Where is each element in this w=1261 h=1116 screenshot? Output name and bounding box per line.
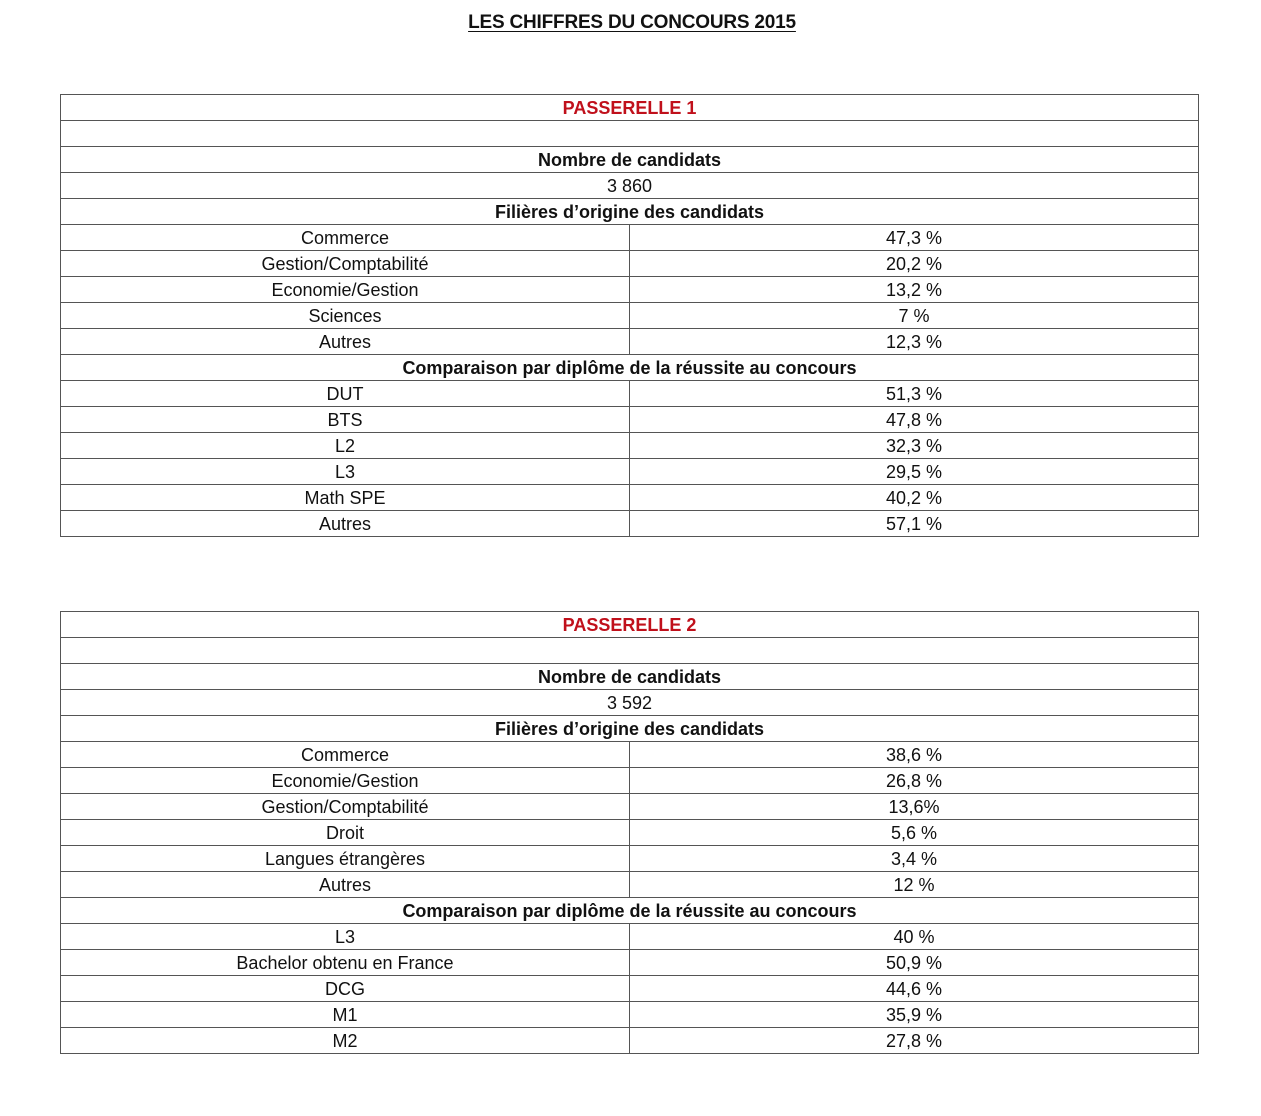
passerelle-title-row (61, 95, 1199, 121)
row-label: Sciences (61, 303, 630, 329)
row-value: 3,4 % (630, 846, 1199, 872)
row-value: 40,2 % (630, 485, 1199, 511)
row-value: 50,9 % (630, 950, 1199, 976)
row-value: 27,8 % (630, 1028, 1199, 1054)
origin-row (61, 225, 1199, 251)
row-label: M1 (61, 1002, 630, 1028)
row-value: 20,2 % (630, 251, 1199, 277)
candidates-heading-row (61, 664, 1199, 690)
document-title: LES CHIFFRES DU CONCOURS 2015 (468, 12, 796, 33)
comparison-heading-row (61, 898, 1199, 924)
candidates-heading-row (61, 147, 1199, 173)
row-label: Gestion/Comptabilité (61, 251, 630, 277)
row-value: 12,3 % (630, 329, 1199, 355)
row-value: 5,6 % (630, 820, 1199, 846)
origin-heading-row (61, 199, 1199, 225)
candidates-heading: Nombre de candidats (61, 664, 1199, 690)
row-value: 47,8 % (630, 407, 1199, 433)
table-body (61, 612, 1199, 1054)
candidates-heading: Nombre de candidats (61, 147, 1199, 173)
row-label: Gestion/Comptabilité (61, 794, 630, 820)
origin-row (61, 329, 1199, 355)
row-value: 7 % (630, 303, 1199, 329)
comparison-row (61, 485, 1199, 511)
row-label: Commerce (61, 742, 630, 768)
passerelle-1-table (60, 94, 1199, 537)
row-label: DUT (61, 381, 630, 407)
passerelle-title: PASSERELLE 1 (61, 95, 1199, 121)
row-value: 57,1 % (630, 511, 1199, 537)
row-label: L2 (61, 433, 630, 459)
comparison-row (61, 1028, 1199, 1054)
candidates-count: 3 860 (61, 173, 1199, 199)
row-value: 44,6 % (630, 976, 1199, 1002)
comparison-row (61, 1002, 1199, 1028)
row-label: Droit (61, 820, 630, 846)
origin-heading: Filières d’origine des candidats (61, 716, 1199, 742)
comparison-row (61, 511, 1199, 537)
empty-spacer (61, 638, 1199, 664)
row-label: Autres (61, 872, 630, 898)
row-value: 26,8 % (630, 768, 1199, 794)
row-label: Economie/Gestion (61, 768, 630, 794)
row-value: 47,3 % (630, 225, 1199, 251)
comparison-heading-row (61, 355, 1199, 381)
empty-spacer-row (61, 121, 1199, 147)
empty-spacer-row (61, 638, 1199, 664)
row-value: 32,3 % (630, 433, 1199, 459)
row-label: Commerce (61, 225, 630, 251)
comparison-row (61, 976, 1199, 1002)
origin-heading-row (61, 716, 1199, 742)
origin-heading: Filières d’origine des candidats (61, 199, 1199, 225)
row-label: Economie/Gestion (61, 277, 630, 303)
comparison-heading: Comparaison par diplôme de la réussite au concours (61, 355, 1199, 381)
row-value: 13,2 % (630, 277, 1199, 303)
row-label: Autres (61, 329, 630, 355)
comparison-row (61, 433, 1199, 459)
comparison-row (61, 459, 1199, 485)
row-label: BTS (61, 407, 630, 433)
row-label: L3 (61, 459, 630, 485)
candidates-count: 3 592 (61, 690, 1199, 716)
origin-row (61, 872, 1199, 898)
row-value: 40 % (630, 924, 1199, 950)
passerelle-2-table (60, 611, 1199, 1054)
row-value: 12 % (630, 872, 1199, 898)
row-label: DCG (61, 976, 630, 1002)
origin-row (61, 820, 1199, 846)
empty-spacer (61, 121, 1199, 147)
row-label: Autres (61, 511, 630, 537)
origin-row (61, 846, 1199, 872)
candidates-count-row (61, 173, 1199, 199)
origin-row (61, 768, 1199, 794)
row-value: 38,6 % (630, 742, 1199, 768)
row-label: M2 (61, 1028, 630, 1054)
row-label: Math SPE (61, 485, 630, 511)
candidates-count-row (61, 690, 1199, 716)
passerelle-title-row (61, 612, 1199, 638)
row-value: 13,6% (630, 794, 1199, 820)
origin-row (61, 794, 1199, 820)
comparison-row (61, 950, 1199, 976)
comparison-row (61, 381, 1199, 407)
comparison-row (61, 407, 1199, 433)
origin-row (61, 277, 1199, 303)
row-label: L3 (61, 924, 630, 950)
row-label: Langues étrangères (61, 846, 630, 872)
comparison-row (61, 924, 1199, 950)
passerelle-title: PASSERELLE 2 (61, 612, 1199, 638)
origin-row (61, 742, 1199, 768)
comparison-heading: Comparaison par diplôme de la réussite au concours (61, 898, 1199, 924)
row-label: Bachelor obtenu en France (61, 950, 630, 976)
row-value: 51,3 % (630, 381, 1199, 407)
row-value: 35,9 % (630, 1002, 1199, 1028)
table-body (61, 95, 1199, 537)
row-value: 29,5 % (630, 459, 1199, 485)
origin-row (61, 251, 1199, 277)
origin-row (61, 303, 1199, 329)
